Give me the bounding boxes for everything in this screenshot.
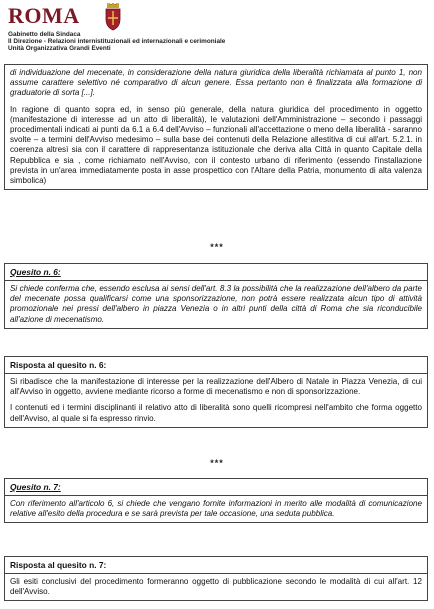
answer-7-title: Risposta al quesito n. 7: <box>5 557 427 574</box>
question-6-box <box>4 263 428 329</box>
answer-7-paragraph: Gli esiti conclusivi del procedimento formeranno oggetto di pubblicazione secondo le modalità di cui all'art. 12 dell'Avviso. <box>10 577 422 597</box>
answer-6-title: Risposta al quesito n. 6: <box>5 357 427 374</box>
document-header <box>4 0 430 62</box>
answer-6-paragraph: Si ribadisce che la manifestazione di interesse per la realizzazione dell'Albero di Natale in Piazza Venezia, di cui all'Avviso in oggetto, avviene mediante ricorso a forme di mecenatismo e non di sponsorizzazione. <box>10 377 422 397</box>
answer-6-paragraph: I contenuti ed i termini disciplinanti il relativo atto di liberalità sono quelli ricompresi nell'ambito che forma oggetto dell'Avviso, al quale si fa espresso rinvio. <box>10 403 422 423</box>
office-line: Gabinetto della Sindaca <box>8 31 81 38</box>
office-line: Unità Organizzativa Grandi Eventi <box>8 45 111 53</box>
answer-6-box <box>4 356 428 428</box>
roma-emblem-icon <box>100 3 126 31</box>
question-6-title: Quesito n. 6: <box>5 264 427 281</box>
answer-continuation-box <box>4 64 428 190</box>
section-separator: *** <box>210 458 224 468</box>
question-6-text: Si chiede conferma che, essendo esclusa ai sensi dell'art. 8.3 la possibilità che la realizzazione dell'albero da parte del mecenate possa qualificarsi come una sponsorizzazione, non potrà essere realizzata alcun tipo di attività promozionale nei pressi dell'albero in piazza Venezia o in altri punti della città di Roma che sia riconducibile all'azione di mecenatismo. <box>10 284 422 324</box>
question-7-text: Con riferimento all'articolo 6, si chiede che vengano fornite informazioni in merito alle modalità di comunicazione relative all'esito della procedura e se sarà prevista per tale occasione, una seduta pubblica. <box>10 499 422 519</box>
question-7-box <box>4 478 428 523</box>
section-separator: *** <box>210 242 224 252</box>
office-lines <box>8 31 225 53</box>
roma-logo-text: ROMA <box>8 3 80 28</box>
office-line: II Direzione - Relazioni internistituzionali ed internazionali e cerimoniale <box>8 38 226 46</box>
answer-7-box <box>4 556 428 601</box>
reasoning-paragraph: In ragione di quanto sopra ed, in senso più generale, della natura giuridica del procedimento in oggetto (manifestazione di interesse ad un atto di liberalità), le valutazioni dell'Amministrazione – secondo i passaggi procedimentali indicati ai punti da 6.1 a 6.4 dell'Avviso – funzionali all'accettazione o meno della liberalità - saranno svolte – a termini dell'Avviso medesimo – sulla base dei contenuti della Relazione allestitiva di cui all'art. 5.2.1. in coerenza altresì sia con il carattere di rappresentanza istituzionale che deriva alla Città in quanto Capitale della Repubblica e sia , come richiamato nell'Avviso, con il contesto urbano di riferimento (essendo l'installazione prevista in un'area immediatamente posta in asse prospettico con l'Altare della Patria, monumento di alta valenza simbolica) <box>10 104 422 186</box>
question-7-title: Quesito n. 7: <box>5 479 427 496</box>
continuation-paragraph: di individuazione del mecenate, in considerazione della natura giuridica della liberalità richiamata al punto 1, non assume carattere selettivo né comparativo di alcun genere. Essa pertanto non è finalizzata alla formazione di graduatorie di sorta [...]. <box>10 68 422 98</box>
